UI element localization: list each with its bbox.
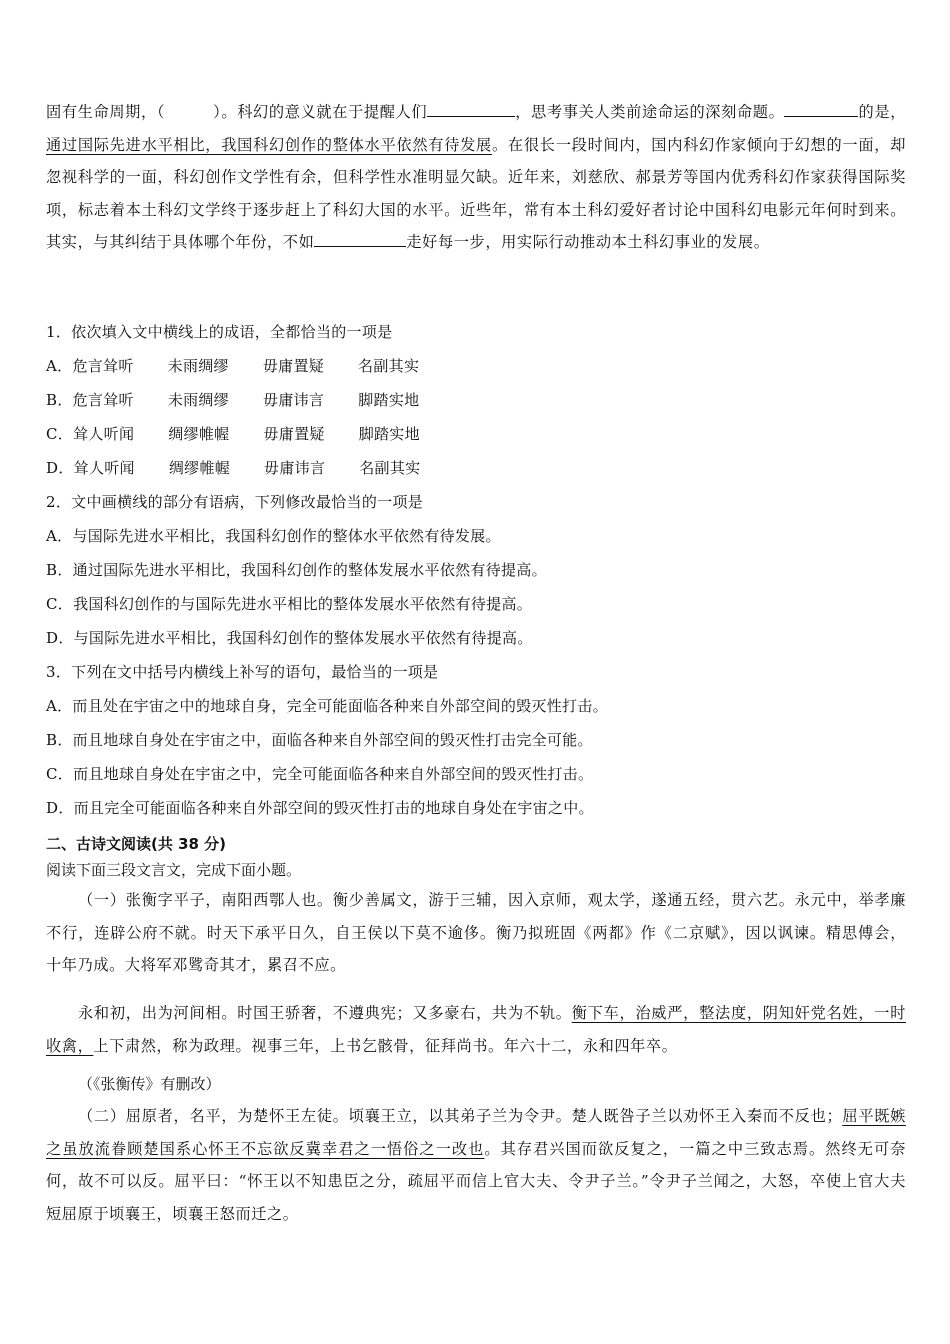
text-run: ）。科幻的意义就在于提醒人们 <box>213 103 428 121</box>
option-a: A．与国际先进水平相比，我国科幻创作的整体水平依然有待发展。 <box>46 527 501 545</box>
section-title: 二、古诗文阅读(共 38 分) <box>46 835 227 853</box>
fill-blank-1 <box>427 101 515 117</box>
question-3 <box>46 655 906 825</box>
fill-blank-2 <box>784 101 858 117</box>
text-run: ，思考事关人类前途命运的深刻命题。 <box>515 103 785 121</box>
option-d: D．而且完全可能面临各种来自外部空间的毁灭性打击的地球自身处在宇宙之中。 <box>46 799 594 817</box>
section-instruction: 阅读下面三段文言文，完成下面小题。 <box>46 861 302 879</box>
source-note: （《张衡传》有删改） <box>78 1075 221 1093</box>
fill-blank-3 <box>314 231 406 247</box>
classical-text-1: （一）张衡字平子，南阳西鄂人也。衡少善属文，游于三辅，因入京师，观太学，遂通五经，贯六艺。永元中，举孝廉不行，连辟公府不就。时天下承平日久，自王侯以下莫不逾侈。衡乃拟班固《两都》作《二京赋》，因以讽谏。精思傅会，十年乃成。大将军邓骘奇其才，累召不应。 <box>46 891 906 974</box>
option-a: A．而且处在宇宙之中的地球自身，完全可能面临各种来自外部空间的毁灭性打击。 <box>46 697 608 715</box>
option-d: D．耸人听闻 绸缪帷幄 毋庸讳言 名副其实 <box>46 459 421 477</box>
option-c: C．而且地球自身处在宇宙之中，完全可能面临各种来自外部空间的毁灭性打击。 <box>46 765 594 783</box>
text-run: （二）屈原者，名平，为楚怀王左徒。顷襄王立，以其弟子兰为令尹。楚人既咎子兰以劝怀王入秦而不反也； <box>78 1107 843 1125</box>
option-b: B．而且地球自身处在宇宙之中，面临各种来自外部空间的毁灭性打击完全可能。 <box>46 731 593 749</box>
underlined-sentence: 通过国际先进水平相比，我国科幻创作的整体水平依然有待发展 <box>46 135 492 154</box>
question-stem: 2．文中画横线的部分有语病，下列修改最恰当的一项是 <box>46 493 424 511</box>
text-run: 固有生命周期，（ <box>46 103 166 121</box>
underlined-sentence: 屈平既嫉之虽放流眷顾楚国系心怀王不忘欲反冀幸君之一悟俗之一改也 <box>46 1107 906 1158</box>
question-1 <box>46 315 906 485</box>
option-c: C．我国科幻创作的与国际先进水平相比的整体发展水平依然有待提高。 <box>46 595 533 613</box>
text-run: 的是， <box>858 103 906 121</box>
text-run: 走好每一步，用实际行动推动本土科幻事业的发展。 <box>406 233 770 251</box>
text-run: 永和初，出为河间相。时国王骄奢，不遵典宪；又多豪右，共为不轨。 <box>78 1004 572 1022</box>
underlined-sentence: 衡下车，治威严，整法度，阴知奸党名姓，一时收禽， <box>46 1004 906 1055</box>
question-stem: 1．依次填入文中横线上的成语，全都恰当的一项是 <box>46 323 393 341</box>
passage-paragraph <box>46 96 906 259</box>
option-c: C．耸人听闻 绸缪帷幄 毋庸置疑 脚踏实地 <box>46 425 420 443</box>
option-a: A．危言耸听 未雨绸缪 毋庸置疑 名副其实 <box>46 357 420 375</box>
classical-text-2 <box>46 1100 906 1230</box>
text-run: 。其存君兴国而欲反复之，一篇之中三致志焉。然终无可奈何，故不可以反。屈平曰：“怀王以不知患臣之分，疏屈平而信上官大夫、令尹子兰。”令尹子兰闻之，大怒，卒使上官大夫短屈原于顷襄王，顷襄王怒而迁之。 <box>46 1139 906 1223</box>
question-2 <box>46 485 906 655</box>
classical-text-1-continued <box>46 997 906 1062</box>
option-b: B．危言耸听 未雨绸缪 毋庸讳言 脚踏实地 <box>46 391 420 409</box>
option-d: D．与国际先进水平相比，我国科幻创作的整体发展水平依然有待提高。 <box>46 629 533 647</box>
text-run: 。在很长一段时间内，国内科幻作家倾向于幻想的一面，却忽视科学的一面，科幻创作文学性有余，但科学性水准明显欠缺。近年来，刘慈欣、郝景芳等国内优秀科幻作家获得国际奖项，标志着本土科幻文学终于逐步赶上了科幻大国的水平。近些年，常有本土科幻爱好者讨论中国科幻电影元年何时到来。其实，与其纠结于具体哪个年份，不如 <box>46 135 906 251</box>
text-run: 上下肃然，称为政理。视事三年，上书乞骸骨，征拜尚书。年六十二，永和四年卒。 <box>93 1036 678 1055</box>
option-b: B．通过国际先进水平相比，我国科幻创作的整体发展水平依然有待提高。 <box>46 561 547 579</box>
question-stem: 3．下列在文中括号内横线上补写的语句，最恰当的一项是 <box>46 663 439 681</box>
